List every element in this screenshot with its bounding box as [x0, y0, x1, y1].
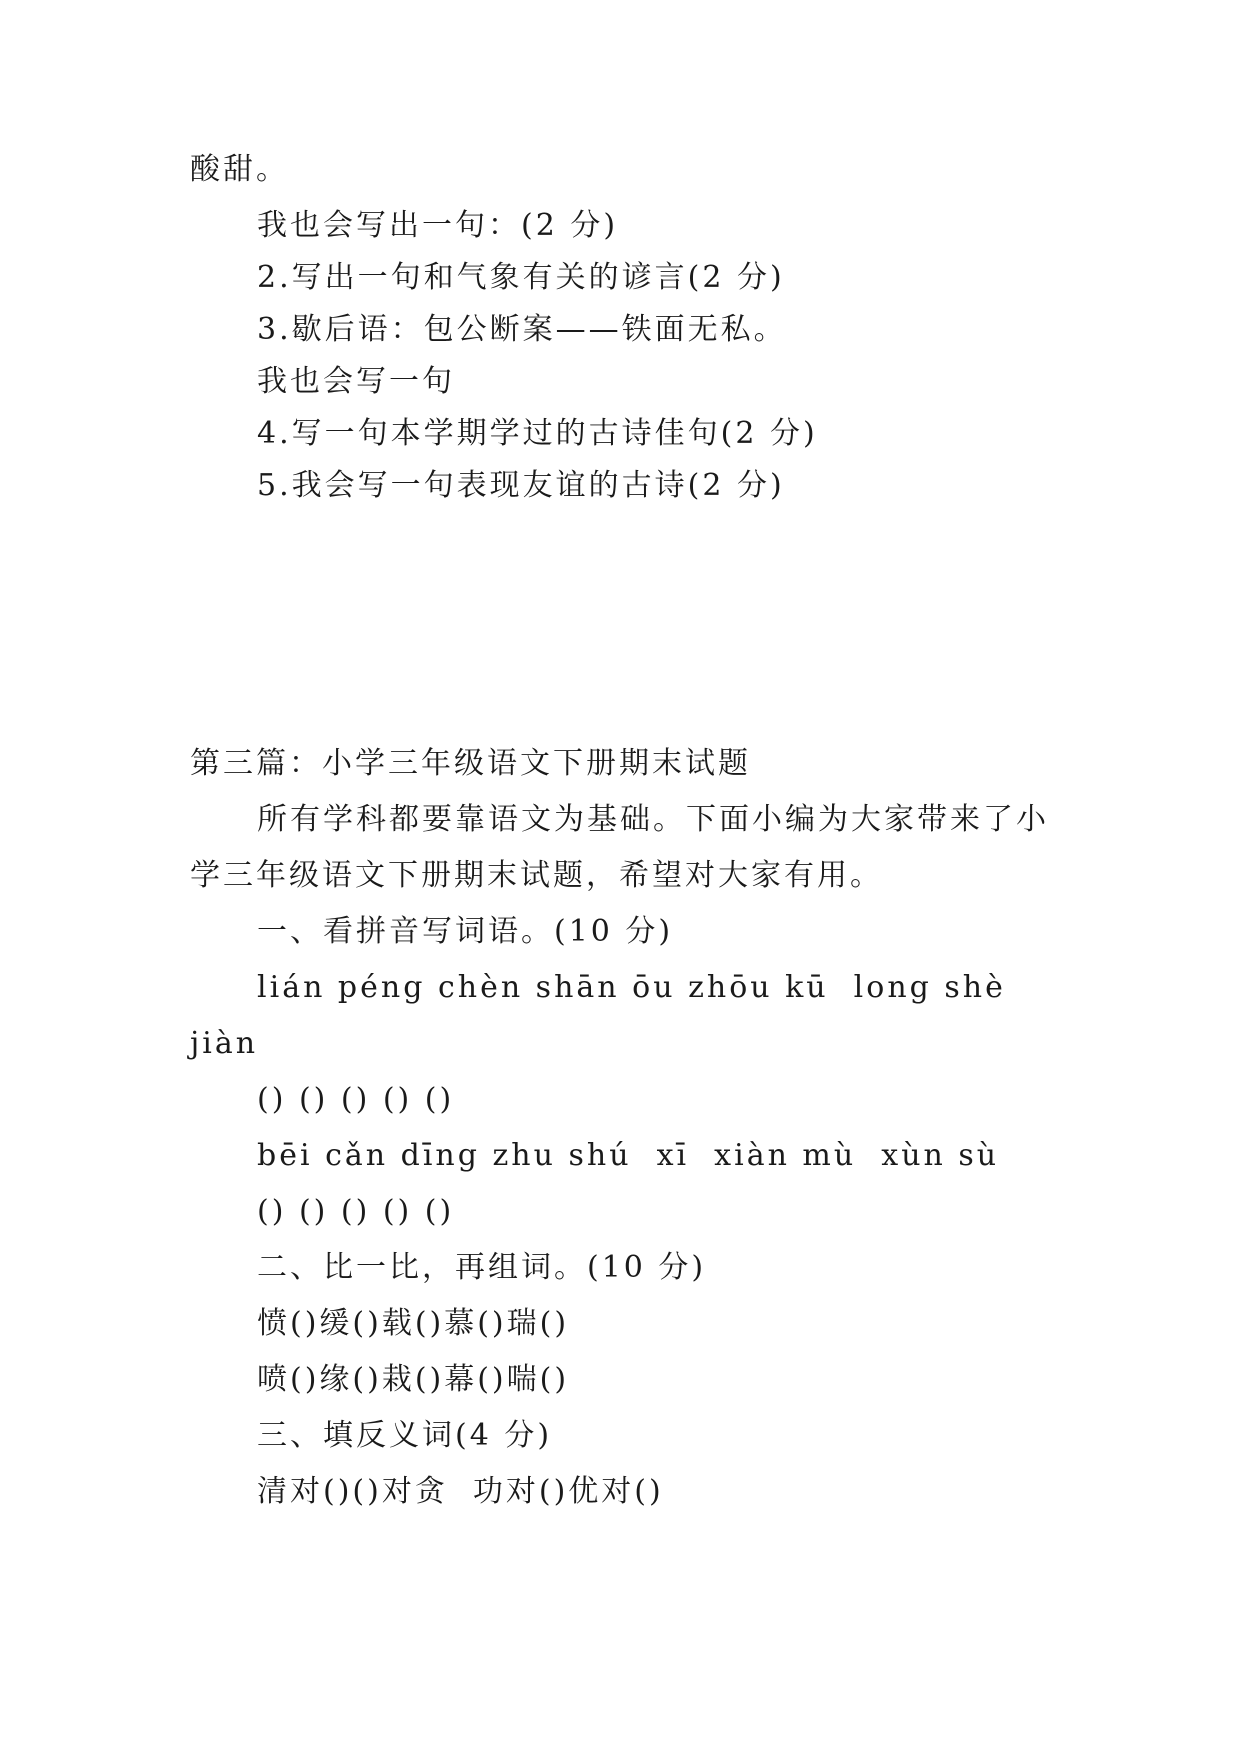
- question-line: 3.歇后语：包公断案——铁面无私。: [257, 312, 787, 347]
- article-title: 第三篇：小学三年级语文下册期末试题: [190, 746, 751, 781]
- section-heading: 一、看拼音写词语。(10 分): [257, 914, 674, 949]
- question-line: 4.写一句本学期学过的古诗佳句(2 分): [257, 416, 818, 451]
- text-line: 我也会写一句: [257, 364, 455, 399]
- answer-blanks: () () () () (): [257, 1082, 455, 1117]
- pinyin-line: lián péng chèn shān ōu zhōu kū long shè: [257, 970, 1006, 1005]
- question-line: 5.我会写一句表现友谊的古诗(2 分): [257, 468, 785, 503]
- section-heading: 二、比一比，再组词。(10 分): [257, 1250, 707, 1285]
- pinyin-line: bēi cǎn dīng zhu shú xī xiàn mù xùn sù: [257, 1138, 1000, 1173]
- word-pair-row: 喷()缘()栽()幕()喘(): [257, 1362, 570, 1397]
- word-pair-row: 愤()缓()载()慕()瑞(): [257, 1306, 570, 1341]
- section-heading: 三、填反义词(4 分): [257, 1418, 553, 1453]
- answer-blanks: () () () () (): [257, 1194, 455, 1229]
- text-line: 我也会写出一句：(2 分): [257, 208, 619, 243]
- question-line: 2.写出一句和气象有关的谚言(2 分): [257, 260, 785, 295]
- text-line: 酸甜。: [190, 152, 289, 187]
- antonym-row: 清对()()对贪 功对()优对(): [257, 1474, 664, 1509]
- intro-line: 所有学科都要靠语文为基础。下面小编为大家带来了小: [257, 802, 1049, 837]
- pinyin-line: jiàn: [190, 1026, 259, 1061]
- intro-line: 学三年级语文下册期末试题，希望对大家有用。: [190, 858, 883, 893]
